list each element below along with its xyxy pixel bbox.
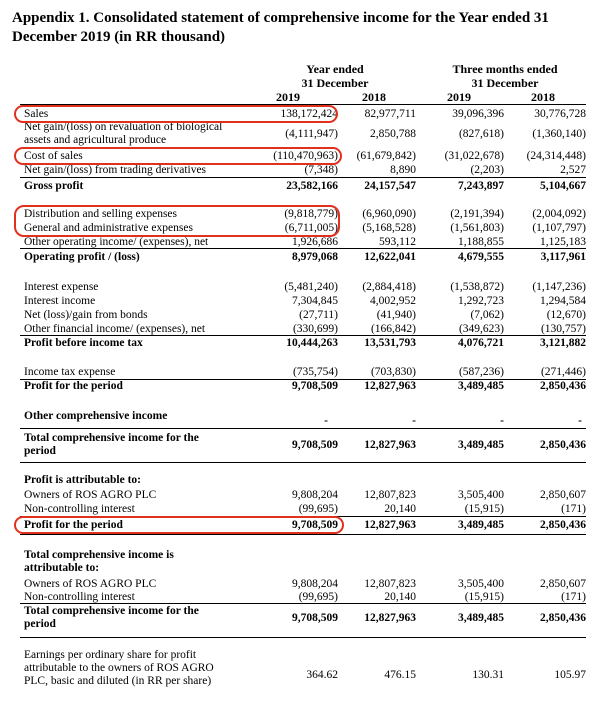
header-year-2018-q4: 2018 [531, 90, 555, 104]
row-label: Gross profit [24, 180, 84, 192]
row-label: Net gain/(loss) on revaluation of biological assets and agricultural produce [24, 121, 223, 146]
cell-q2019: 7,243,897 [458, 180, 504, 192]
cell-fy2019: 1,926,686 [292, 236, 338, 248]
row-label: Interest income [24, 295, 96, 307]
cell-q2019: 3,489,485 [458, 439, 504, 451]
cell-q2019: (2,191,394) [450, 208, 504, 220]
cell-fy2019: (27,711) [299, 309, 338, 321]
cell-q2018: 1,294,584 [540, 295, 586, 307]
cell-q2018: 1,125,183 [540, 236, 586, 248]
cell-fy2018: 12,807,823 [364, 578, 416, 590]
cell-fy2019: 8,979,068 [292, 251, 338, 263]
cell-fy2018: 20,140 [384, 503, 416, 515]
cell-q2018: (130,757) [540, 323, 586, 335]
cell-fy2018: 12,827,963 [364, 380, 416, 392]
row-label: Non-controlling interest [24, 591, 135, 603]
row-label: Other financial income/ (expenses), net [24, 323, 206, 335]
row-label: Earnings per ordinary share for profit attributable to the owners of ROS AGRO PLC, basic and diluted (in RR per share) [24, 649, 214, 687]
highlight-cost-of-sales-label [14, 147, 342, 165]
rule-attr-tci-end [20, 637, 586, 638]
cell-fy2018: 82,977,711 [364, 108, 416, 120]
rule-total-ci [20, 462, 586, 463]
cell-fy2018: (61,679,842) [356, 150, 416, 162]
cell-fy2018: 12,827,963 [364, 519, 416, 531]
cell-q2018: (12,670) [546, 309, 586, 321]
cell-q2018: 2,850,607 [540, 489, 586, 501]
cell-q2018: 30,776,728 [534, 108, 586, 120]
row-label: Cost of sales [24, 150, 83, 162]
cell-q2018: (2,004,092) [532, 208, 586, 220]
cell-q2018: 2,527 [560, 164, 586, 176]
cell-fy2019: (5,481,240) [284, 281, 338, 293]
cell-q2019: (349,623) [458, 323, 504, 335]
cell-fy2019: (330,699) [292, 323, 338, 335]
cell-q2019: (31,022,678) [444, 150, 504, 162]
cell-fy2019: 9,708,509 [292, 612, 338, 624]
highlight-sales-label [14, 105, 338, 123]
row-label: Profit for the period [24, 519, 123, 531]
cell-fy2018: 12,827,963 [364, 612, 416, 624]
cell-q2019: 3,489,485 [458, 519, 504, 531]
cell-fy2019: (6,711,005) [284, 222, 338, 234]
row-label: Owners of ROS AGRO PLC [24, 578, 157, 590]
cell-fy2018: (6,960,090) [362, 208, 416, 220]
cell-fy2019: 7,304,845 [292, 295, 338, 307]
cell-fy2019: 9,808,204 [292, 578, 338, 590]
cell-q2018: (24,314,448) [526, 150, 586, 162]
cell-fy2018: (703,830) [370, 366, 416, 378]
cell-q2019: 4,076,721 [458, 337, 504, 349]
cell-q2019: 39,096,396 [452, 108, 504, 120]
cell-q2018: 2,850,436 [540, 519, 586, 531]
header-year-2018-fy: 2018 [362, 90, 386, 104]
header-three-months-date: 31 December [471, 76, 539, 90]
cell-q2018: (1,360,140) [532, 128, 586, 140]
cell-fy2018: (5,168,528) [362, 222, 416, 234]
rule-attr-profit-end [20, 534, 586, 535]
cell-q2018: 3,117,961 [540, 251, 586, 263]
cell-fy2018: 4,002,952 [370, 295, 416, 307]
cell-q2019: 1,188,855 [458, 236, 504, 248]
row-label: Operating profit / (loss) [24, 251, 140, 263]
cell-fy2018: 12,807,823 [364, 489, 416, 501]
cell-fy2019: 23,582,166 [286, 180, 338, 192]
header-year-2019-q4: 2019 [447, 90, 471, 104]
row-label: Total comprehensive income for the period [24, 432, 199, 457]
cell-fy2018: 593,112 [379, 236, 416, 248]
row-label: Profit for the period [24, 380, 123, 392]
row-label: Interest expense [24, 281, 99, 293]
row-label: Other operating income/ (expenses), net [24, 236, 209, 248]
row-label: Total comprehensive income is attributable to: [24, 549, 174, 574]
cell-fy2018: 20,140 [384, 591, 416, 603]
rule-gross-profit [20, 177, 586, 178]
row-label: Owners of ROS AGRO PLC [24, 489, 157, 501]
cell-q2019: (1,538,872) [450, 281, 504, 293]
cell-q2019: 1,292,723 [458, 295, 504, 307]
cell-fy2018: (41,940) [376, 309, 416, 321]
cell-q2019: - [500, 415, 504, 427]
cell-q2018: (1,107,797) [532, 222, 586, 234]
cell-q2019: (1,561,803) [450, 222, 504, 234]
cell-q2019: 4,679,555 [458, 251, 504, 263]
cell-fy2019: - [324, 415, 328, 427]
cell-q2018: (171) [561, 503, 586, 515]
statement-title: Appendix 1. Consolidated statement of comprehensive income for the Year ended 31 December 2019 (in RR thousand) [12, 10, 549, 45]
row-label: Net (loss)/gain from bonds [24, 309, 148, 321]
cell-fy2019: (99,695) [298, 503, 338, 515]
cell-fy2018: 476.15 [384, 669, 416, 681]
cell-q2019: 130.31 [472, 669, 504, 681]
row-label: Net gain/(loss) from trading derivatives [24, 164, 207, 176]
cell-q2019: (7,062) [470, 309, 504, 321]
cell-fy2018: (2,884,418) [362, 281, 416, 293]
cell-fy2018: 24,157,547 [364, 180, 416, 192]
cell-fy2018: 2,850,788 [370, 128, 416, 140]
cell-q2018: 2,850,436 [540, 439, 586, 451]
cell-fy2018: 12,827,963 [364, 439, 416, 451]
row-label: Non-controlling interest [24, 503, 135, 515]
cell-fy2019: (99,695) [298, 591, 338, 603]
row-label: Total comprehensive income for the period [24, 605, 199, 630]
cell-fy2019: (7,348) [304, 164, 338, 176]
cell-q2018: 105.97 [554, 669, 586, 681]
cell-q2018: 2,850,436 [540, 380, 586, 392]
row-label: Profit is attributable to: [24, 474, 142, 486]
cell-q2019: (827,618) [458, 128, 504, 140]
cell-q2019: (2,203) [470, 164, 504, 176]
cell-fy2019: (9,818,779) [284, 208, 338, 220]
cell-q2018: 2,850,607 [540, 578, 586, 590]
cell-q2019: 3,489,485 [458, 612, 504, 624]
cell-fy2019: (110,470,963) [273, 150, 338, 162]
header-year-2019-fy: 2019 [276, 90, 300, 104]
cell-fy2019: 9,708,509 [292, 519, 338, 531]
cell-fy2018: 13,531,793 [364, 337, 416, 349]
cell-q2019: 3,505,400 [458, 489, 504, 501]
cell-fy2019: 364.62 [306, 669, 338, 681]
cell-q2018: 5,104,667 [540, 180, 586, 192]
cell-fy2019: (4,111,947) [285, 128, 338, 140]
cell-fy2019: 9,708,509 [292, 439, 338, 451]
cell-q2019: (587,236) [458, 366, 504, 378]
cell-fy2019: 138,172,424 [280, 108, 338, 120]
cell-q2018: 2,850,436 [540, 612, 586, 624]
cell-q2018: (1,147,236) [532, 281, 586, 293]
row-label: Other comprehensive income [24, 410, 168, 422]
cell-q2018: - [578, 415, 582, 427]
cell-q2019: 3,505,400 [458, 578, 504, 590]
cell-q2018: (271,446) [540, 366, 586, 378]
cell-fy2019: (735,754) [292, 366, 338, 378]
row-label: Income tax expense [24, 366, 116, 378]
highlight-profit-period-label [14, 516, 344, 534]
cell-fy2019: 9,708,509 [292, 380, 338, 392]
cell-fy2018: 8,890 [390, 164, 416, 176]
header-year-ended: Year ended [306, 62, 364, 76]
row-label: Sales [24, 108, 49, 120]
header-three-months: Three months ended [452, 62, 558, 76]
cell-q2018: (171) [561, 591, 586, 603]
header-year-ended-date: 31 December [301, 76, 369, 90]
highlight-expenses-label [14, 205, 340, 237]
row-label: Profit before income tax [24, 337, 143, 349]
row-label: Distribution and selling expenses [24, 208, 177, 220]
cell-q2018: 3,121,882 [540, 337, 586, 349]
rule-other-ci [20, 428, 586, 429]
cell-fy2019: 9,808,204 [292, 489, 338, 501]
row-label: General and administrative expenses [24, 222, 193, 234]
cell-fy2018: 12,622,041 [364, 251, 416, 263]
cell-q2019: (15,915) [464, 591, 504, 603]
cell-q2019: (15,915) [464, 503, 504, 515]
cell-q2019: 3,489,485 [458, 380, 504, 392]
cell-fy2018: (166,842) [370, 323, 416, 335]
cell-fy2019: 10,444,263 [286, 337, 338, 349]
cell-fy2018: - [412, 415, 416, 427]
